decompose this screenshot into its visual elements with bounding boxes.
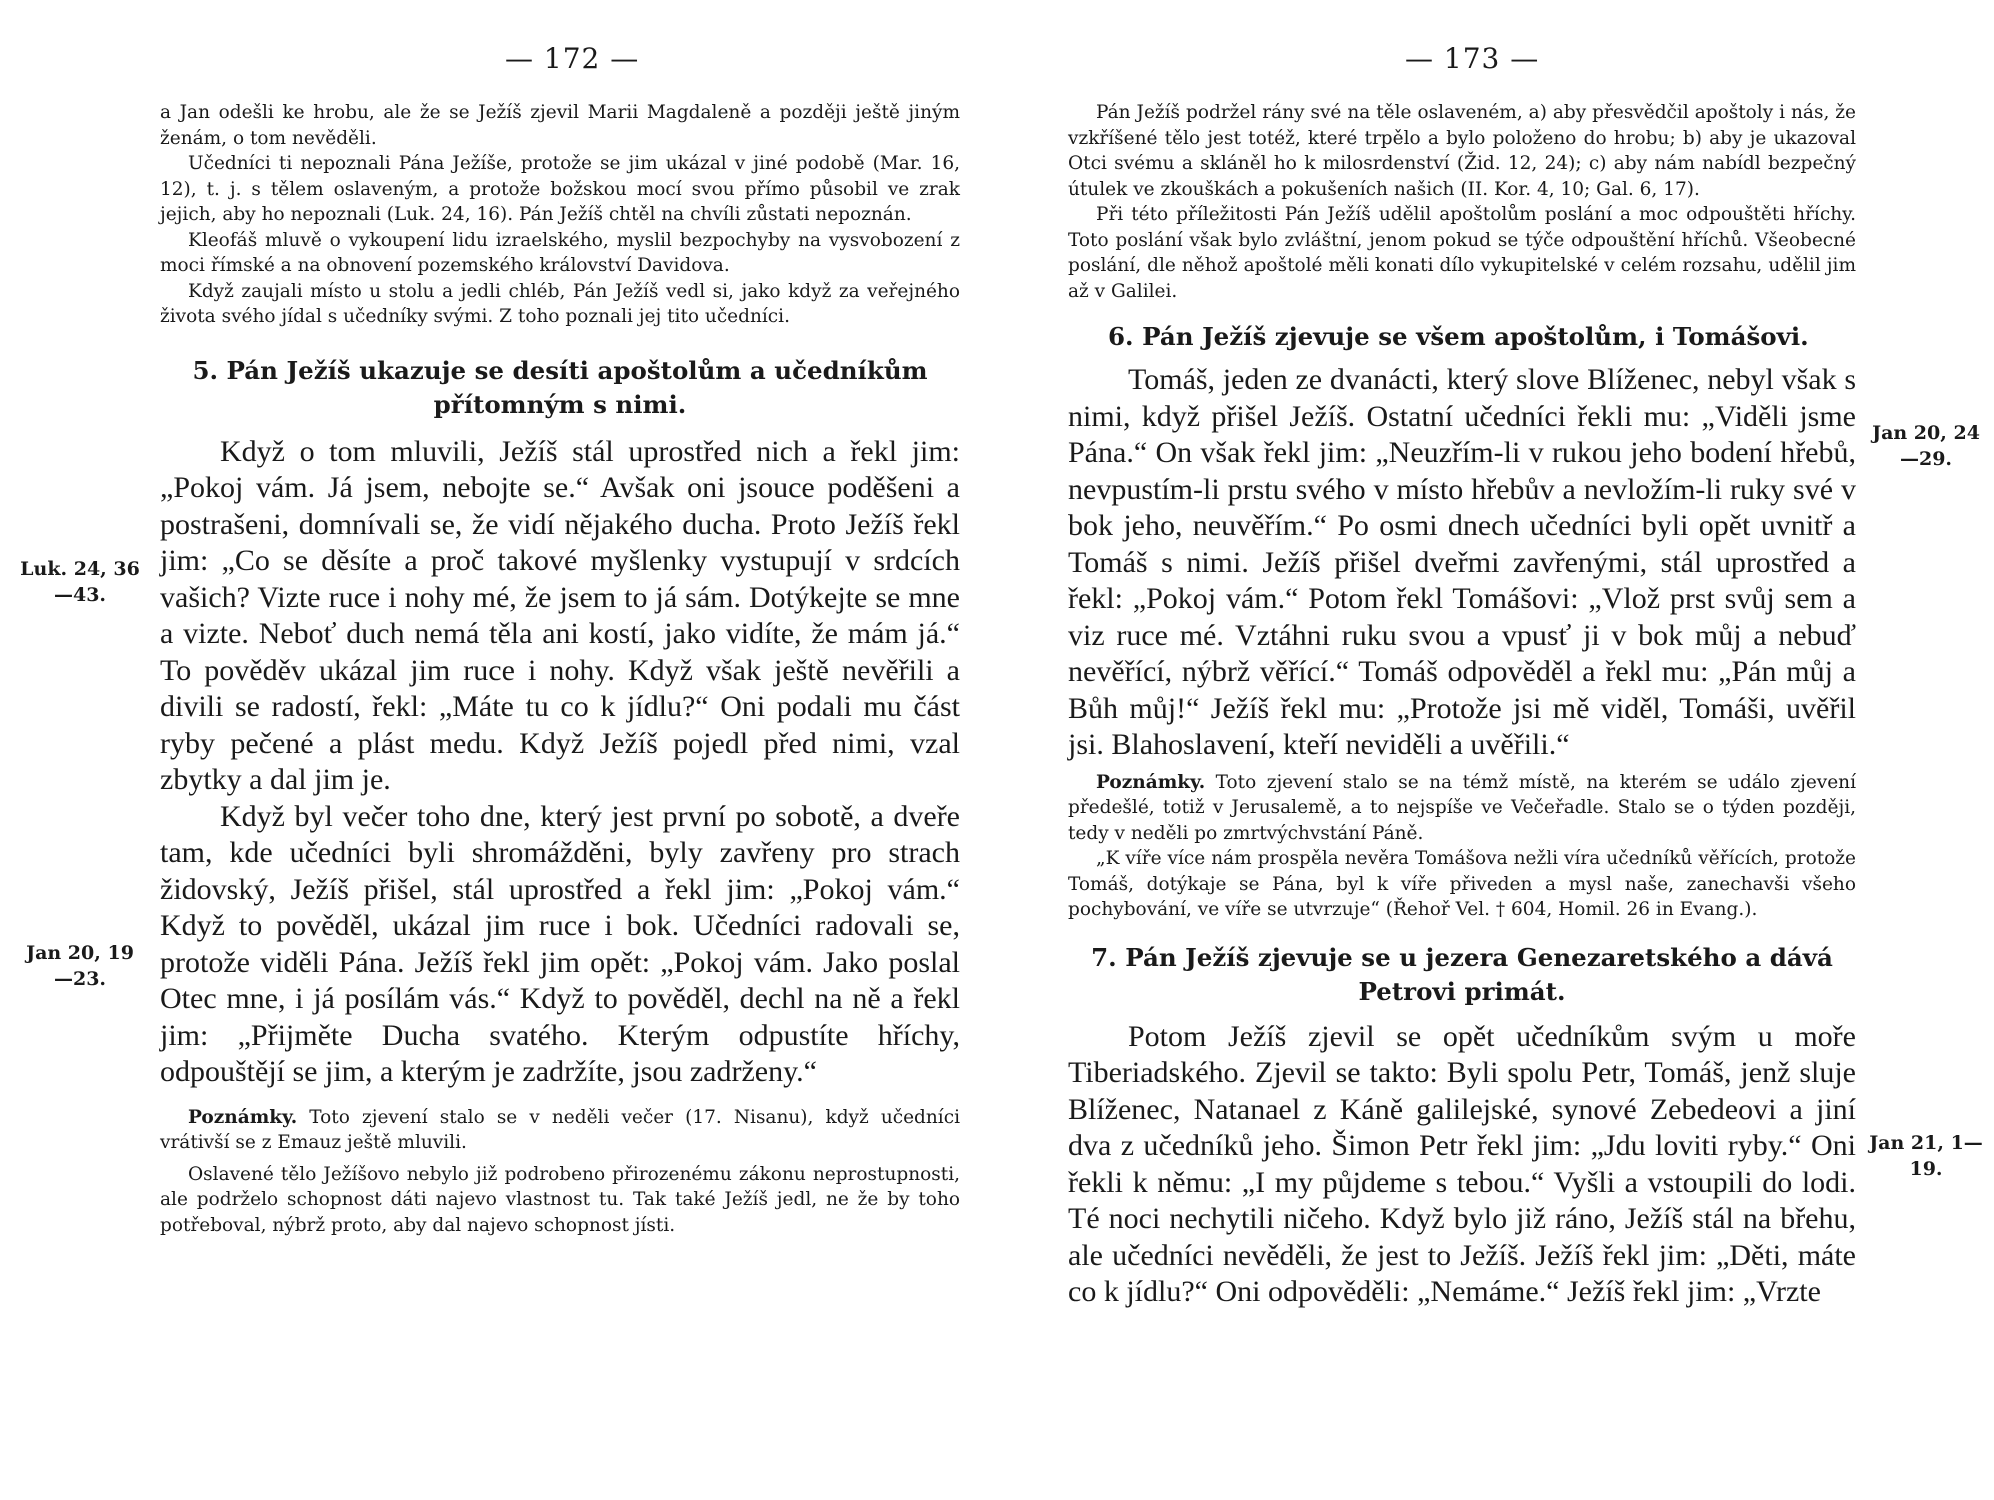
- right-note-1: [1068, 770, 1856, 847]
- right-page-column: [1068, 100, 1856, 1311]
- left-paragraph-4: Když zaujali místo u stolu a jedli chléb, Pán Ježíš vedl si, jako když za veřejného života svého jídal s učedníky svými. Z toho poznali jej tito učedníci.: [160, 280, 960, 327]
- right-body-paragraph-1: Tomáš, jeden ze dvanácti, který slove Blíženec, nebyl však s nimi, když přišel Ježíš. Ostatní učedníci řekli mu: „Viděli jsme Pána.“ On však řekl jim: „Neuzřím-li v rukou jeho bodení hřebů, nevpustím-li prstu svého v místo hřebův a nevložím-li ruky své v bok jeho, neuvěřím.“ Po osmi dnech učedníci byli opět uvnitř a Tomáš s nimi. Ježíš přišel dveřmi zavřenými, stál uprostřed a řekl: „Pokoj vám.“ Potom řekl Tomášovi: „Vlož prst svůj sem a viz ruce mé. Vztáhni ruku svou a vpusť ji v bok můj a nebuď nevěřící, nýbrž věřící.“ Tomáš odpověděl a řekl mu: „Pán můj a Bůh můj!“ Ježíš řekl mu: „Protože jsi mě viděl, Tomáši, uvěřil jsi. Blahoslavení, kteří neviděli a uvěřili.“: [1068, 363, 1856, 761]
- left-body-paragraph-1: Když o tom mluvili, Ježíš stál uprostřed nich a řekl jim: „Pokoj vám. Já jsem, nebojte se.“ Avšak oni jsouce poděšeni a postrašeni, domnívali se, že vidí nějakého ducha. Proto Ježíš řekl jim: „Co se děsíte a proč takové myšlenky vystupují v srdcích vašich? Vizte ruce i nohy mé, že jsem to já sám. Dotýkejte se mne a vizte. Neboť duch nemá těla ani kostí, jako vidíte, že mám já.“ To pověděv ukázal jim ruce i nohy. Když však ještě nevěřili a divili se radostí, řekl: „Máte tu co k jídlu?“ Oni podali mu část ryby pečené a plást medu. Když Ježíš pojedl před nimi, vzal zbytky a dal jim je.: [160, 434, 960, 796]
- right-note-1-text: Toto zjevení stalo se na témž místě, na kterém se událo zjevení předešlé, totiž v Jerusalemě, a to nejspíše ve Večeřadle. Stalo se o týden později, tedy v neděli po zmrtvýchvstání Páně.: [1068, 771, 1856, 844]
- right-note-2: „K víře více nám prospěla nevěra Tomášova nežli víra učedníků věřících, protože Tomáš, dotýkaje se Pána, byl k víře přiveden a mysl naše, zanechavši všeho pochybování, ve víře se utvrzuje“ (Řehoř Vel. † 604, Homil. 26 in Evang.).: [1068, 848, 1856, 920]
- notes-label: Poznámky.: [188, 1106, 298, 1128]
- right-body-paragraph-2: Potom Ježíš zjevil se opět učedníkům svým u moře Tiberiadského. Zjevil se takto: Byli spolu Petr, Tomáš, jenž sluje Blíženec, Natanael z Káně galilejské, synové Zebedeovi a jiní dva z učedníků jeho. Šimon Petr řekl jim: „Jdu loviti ryby.“ Oni řekli k němu: „I my půjdeme s tebou.“ Vyšli a vstoupili do lodi. Té noci nechytili ničeho. Když bylo již ráno, Ježíš stál na břehu, ale učedníci nevěděli, že jest to Ježíš. Ježíš řekl jim: „Děti, máte co k jídlu?“ Oni odpověděli: „Nemáme.“ Ježíš řekl jim: „Vrzte: [1068, 1019, 1856, 1308]
- page-number-right: — 173 —: [1405, 42, 1540, 75]
- left-paragraph-3: Kleofáš mluvě o vykoupení lidu izraelského, myslil bezpochyby na vysvobození z moci římské a na obnovení pozemského království Davidova.: [160, 229, 960, 276]
- left-note-2: Oslavené tělo Ježíšovo nebylo již podrobeno přirozenému zákonu neprostupnosti, ale podrželo schopnost dáti najevo vlastnost tu. Tak také Ježíš jedl, ne že by toho potřeboval, nýbrž proto, aby dal najevo schopnost jísti.: [160, 1163, 960, 1236]
- right-paragraph-1: Pán Ježíš podržel rány své na těle oslaveném, a) aby přesvědčil apoštoly i nás, že vzkříšené tělo jest totéž, které trpělo a bylo položeno do hrobu; b) aby je ukazoval Otci svému a skláněl ho k milosrdenství (Žid. 12, 24); c) aby nám nabídl bezpečný útulek ve zkouškách a pokušeních našich (II. Kor. 4, 10; Gal. 6, 17).: [1068, 102, 1856, 200]
- page-number-left: — 172 —: [505, 42, 640, 75]
- section-heading-5: 5. Pán Ježíš ukazuje se desíti apoštolům a učedníkům přítomným s nimi.: [192, 355, 928, 419]
- left-body-paragraph-2: Když byl večer toho dne, který jest první po sobotě, a dveře tam, kde učedníci byli shromážděni, byly zavřeny pro strach židovský, Ježíš přišel, stál uprostřed a řekl jim: „Pokoj vám.“ Když to pověděl, ukázal jim ruce i bok. Učedníci radovali se, protože viděli Pána. Ježíš řekl jim opět: „Pokoj vám. Jako poslal Otec mne, i já posílám vás.“ Když to pověděl, dechl na ně a řekl jim: „Přijměte Ducha svatého. Kterým odpustíte hříchy, odpouštějí se jim, a kterým je zadržíte, jsou zadrženy.“: [160, 799, 960, 1088]
- left-paragraph-2: Učedníci ti nepoznali Pána Ježíše, protože se jim ukázal v jiné podobě (Mar. 16, 12), t. j. s tělem oslaveným, a protože božskou mocí svou přímo působil ve zrak jejich, aby ho nepoznali (Luk. 24, 16). Pán Ježíš chtěl na chvíli zůstati nepoznán.: [160, 153, 960, 225]
- left-note-1: [160, 1105, 960, 1156]
- margin-reference-jan-21: Jan 21, 1—19.: [1869, 1132, 1983, 1180]
- right-paragraph-2: Při této příležitosti Pán Ježíš udělil apoštolům poslání a moc odpouštěti hříchy. Toto poslání však bylo zvláštní, jenom pokud se týče odpouštění hříchů. Všeobecné poslání, dle něhož apoštolé měli konati dílo vykupitelské v celém rozsahu, udělil jim až v Galilei.: [1068, 204, 1856, 302]
- margin-reference-luk: Luk. 24, 36—43.: [20, 558, 140, 606]
- notes-label: Poznámky.: [1096, 771, 1206, 793]
- left-paragraph-1: a Jan odešli ke hrobu, ale že se Ježíš zjevil Marii Magdaleně a později ještě jiným ženám, o tom nevěděli.: [160, 102, 960, 149]
- section-heading-7: 7. Pán Ježíš zjevuje se u jezera Genezaretského a dává Petrovi primát.: [1091, 942, 1833, 1006]
- margin-reference-jan-20-24: Jan 20, 24—29.: [1872, 422, 1980, 470]
- margin-reference-jan-20-19: Jan 20, 19—23.: [26, 942, 134, 990]
- left-note-1-text: Toto zjevení stalo se v neděli večer (17. Nisanu), když učedníci vrátivší se z Emauz ještě mluvili.: [160, 1106, 960, 1153]
- left-page-column: [160, 100, 960, 1238]
- section-heading-6: 6. Pán Ježíš zjevuje se všem apoštolům, i Tomášovi.: [1108, 322, 1809, 351]
